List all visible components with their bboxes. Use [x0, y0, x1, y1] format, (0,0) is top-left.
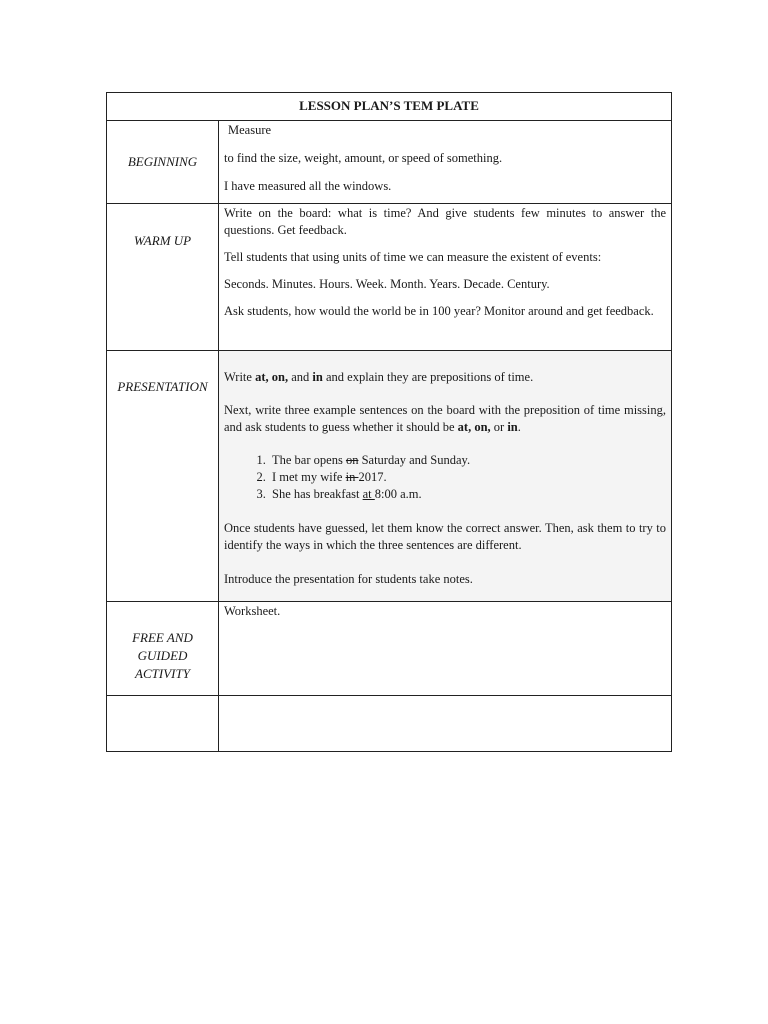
list-item: 2. I met my wife in 2017. — [269, 469, 666, 486]
presentation-p4: Introduce the presentation for students take notes. — [224, 572, 473, 586]
content-empty — [219, 696, 671, 751]
presentation-p3: Once students have guessed, let them know the correct answer. Then, ask them to try to identify the ways in which the three sentences are different. — [224, 521, 666, 552]
beginning-example: I have measured all the windows. — [224, 179, 392, 193]
activity-text: Worksheet. — [224, 604, 281, 618]
label-warm-up: WARM UP — [107, 204, 219, 350]
table-title: LESSON PLAN’S TEM PLATE — [107, 93, 671, 121]
row-presentation — [107, 351, 671, 602]
row-empty — [107, 696, 671, 751]
row-activity — [107, 602, 671, 696]
warm-up-p3: Seconds. Minutes. Hours. Week. Month. Years. Decade. Century. — [224, 277, 550, 291]
warm-up-p1: Write on the board: what is time? And give students few minutes to answer the questions. Get feedback. — [224, 206, 666, 237]
row-beginning — [107, 121, 671, 204]
content-presentation — [219, 351, 671, 601]
beginning-definition: to find the size, weight, amount, or speed of something. — [224, 151, 503, 165]
label-activity: FREE AND GUIDED ACTIVITY — [107, 602, 219, 695]
presentation-p1: Write at, on, and in and explain they are prepositions of time. — [224, 370, 534, 384]
list-item: 3. She has breakfast at 8:00 a.m. — [269, 486, 666, 503]
row-warm-up — [107, 204, 671, 351]
label-beginning: BEGINNING — [107, 121, 219, 203]
lesson-plan-table — [106, 92, 672, 752]
content-beginning — [219, 121, 671, 203]
content-activity — [219, 602, 671, 695]
beginning-word: Measure — [228, 123, 272, 137]
example-sentences-list — [224, 452, 666, 503]
label-empty — [107, 696, 219, 751]
presentation-p2: Next, write three example sentences on the board with the preposition of time missing, and ask students to guess whether it should be at, on, or in. — [224, 403, 666, 434]
list-item: 1. The bar opens on Saturday and Sunday. — [269, 452, 666, 469]
warm-up-p4: Ask students, how would the world be in 100 year? Monitor around and get feedback. — [224, 304, 654, 318]
content-warm-up — [219, 204, 671, 350]
warm-up-p2: Tell students that using units of time we can measure the existent of events: — [224, 250, 602, 264]
label-presentation: PRESENTATION — [107, 351, 219, 601]
